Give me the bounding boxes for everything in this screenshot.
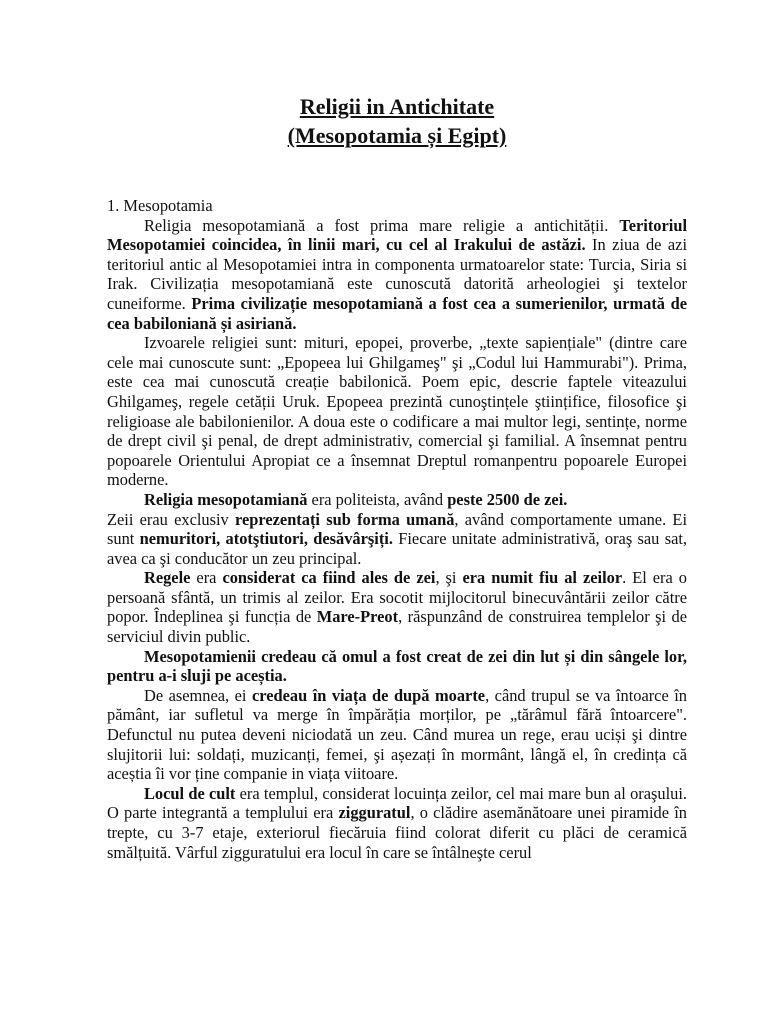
paragraph bbox=[107, 510, 687, 569]
bold-text: Regele bbox=[144, 568, 191, 588]
text: era politeista, având bbox=[307, 489, 448, 509]
paragraph bbox=[107, 784, 687, 862]
bold-text: Mesopotamienii credeau că omul a fost creat de zei din lut și din sângele lor, pentru a-i sluji pe aceștia. bbox=[107, 646, 687, 686]
paragraph bbox=[107, 216, 687, 334]
text: era templul, considerat locuința zeilor, cel mai mare bun al oraşului. O parte integrantă a templului era bbox=[107, 783, 687, 823]
document-page bbox=[107, 0, 687, 862]
bold-text: peste 2500 de zei. bbox=[447, 489, 568, 509]
bold-text: reprezentați sub forma umană bbox=[235, 509, 455, 529]
paragraph bbox=[107, 490, 687, 510]
text: , şi bbox=[435, 568, 463, 588]
title-line-2: (Mesopotamia și Egipt) bbox=[287, 123, 507, 148]
bold-text: zigguratul bbox=[338, 803, 411, 823]
bold-text: nemuritori, atotştiutori, desăvârşiți. bbox=[139, 529, 393, 549]
bold-text: era numit fiu al zeilor bbox=[462, 568, 623, 588]
paragraph bbox=[107, 333, 687, 490]
text: Religia mesopotamiană a fost prima mare religie a antichității. bbox=[144, 215, 620, 235]
text: . El era o persoană sfântă, un trimis al zeilor. Era socotit mijlocitorul binecuvântării zeilor către popor. Îndeplinea şi funcția de bbox=[107, 568, 687, 627]
bold-text: Religia mesopotamiană bbox=[144, 489, 308, 509]
paragraph bbox=[107, 647, 687, 686]
text: In ziua de azi teritoriul antic al Mesopotamiei intra in componenta urmatoarelor state: Turcia, Siria si Irak. Civilizația mesopotamiană este cunoscută datorită arheologiei şi textelor cuneiforme. bbox=[107, 235, 687, 313]
bold-text: Prima civilizație mesopotamiană a fost cea a sumerienilor, urmată de cea babiloniană și asiriană. bbox=[107, 293, 687, 333]
title-line-1: Religii in Antichitate bbox=[299, 94, 495, 119]
text: , având comportamente umane. Ei sunt bbox=[107, 509, 687, 549]
paragraph bbox=[107, 686, 687, 784]
text: De asemnea, ei bbox=[144, 685, 252, 705]
text: , răspunzând de construirea templelor şi de serviciul divin public. bbox=[107, 607, 687, 647]
document-body bbox=[107, 196, 687, 862]
text: Fiecare unitate administrativă, oraş sau sat, avea ca şi conducător un zeu principal. bbox=[107, 529, 688, 568]
text: Izvoarele religiei sunt: mituri, epopei, proverbe, „texte sapiențiale" (dintre care cele mai cunoscute sunt: „Epopeea lui Ghilgameş" şi „Codul lui Hammurabi"). Prima, este cea mai cunoscută creație babilonică. Poem epic, descrie faptele viteazului Ghilgameş, regele cetății Uruk. Epopeea prezintă cunoştințele ştiințifice, filosofice şi religioase ale babilonienilor. A doua este o codificare a mai multor legi, sentințe, norme de drept civil şi penal, de drept administrativ, comercial şi familial. A însemnat pentru popoarele Orientului Apropiat ce a însemnat Dreptul romanpentru popoarele Europei moderne. bbox=[107, 333, 687, 490]
text: , când trupul se va întoarce în pământ, iar sufletul va merge în împărăția morților, pe „tărâmul fără întoarcere". Defunctul nu putea deveni niciodată un zeu. Când murea un rege, erau uciși şi dintre slujitorii lui: soldați, muzicanți, femei, şi așezați în mormânt, lângă el, în credința că aceștia îi vor ține companie in viața viitoare. bbox=[107, 685, 687, 784]
text: era bbox=[190, 568, 223, 588]
bold-text: Teritoriul Mesopotamiei coincidea, în linii mari, cu cel al Irakului de astăzi. bbox=[107, 215, 687, 255]
bold-text: considerat ca fiind ales de zei bbox=[222, 568, 436, 588]
bold-text: credeau în viața de după moarte bbox=[252, 685, 486, 705]
paragraph bbox=[107, 568, 687, 646]
bold-text: Locul de cult bbox=[144, 783, 236, 803]
text: Zeii erau exclusiv bbox=[107, 509, 236, 529]
section-heading: 1. Mesopotamia bbox=[107, 196, 213, 215]
bold-text: Mare-Preot bbox=[316, 607, 399, 627]
text: , o clădire asemănătoare unei piramide în trepte, cu 3-7 etaje, exteriorul fiecăruia fiind colorat diferit cu plăci de ceramică smălțuită. Vârful zigguratului era locul în care se întâlneşte cerul bbox=[107, 803, 687, 862]
document-title bbox=[107, 92, 687, 150]
